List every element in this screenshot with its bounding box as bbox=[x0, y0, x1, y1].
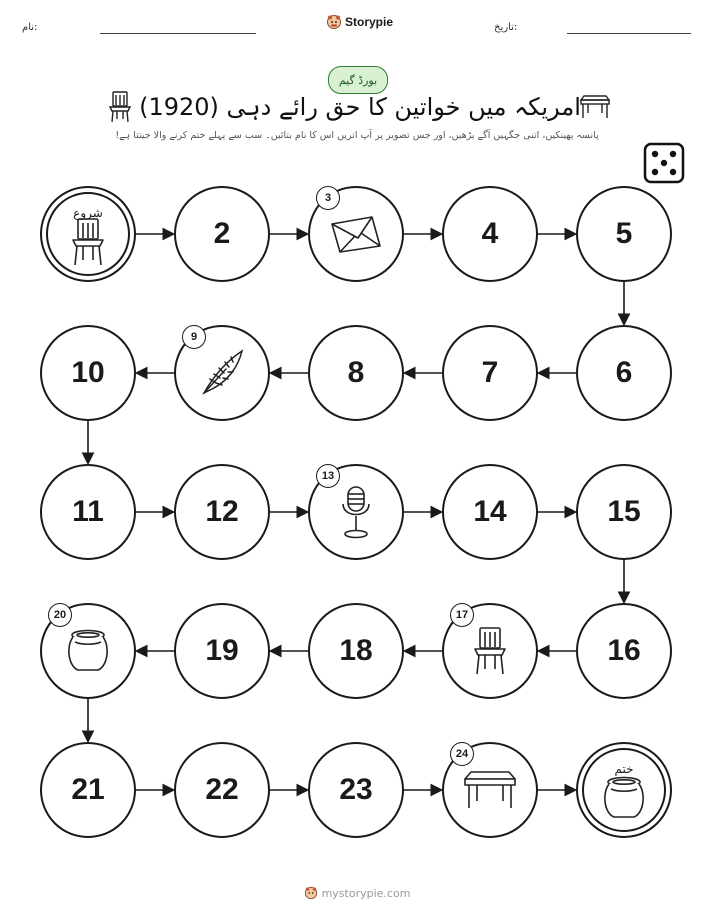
finish-space[interactable] bbox=[576, 742, 672, 838]
envelope-icon bbox=[328, 214, 384, 254]
board-space[interactable] bbox=[308, 742, 404, 838]
space-number: 10 bbox=[71, 356, 105, 389]
board-space[interactable] bbox=[576, 603, 672, 699]
pot-icon bbox=[64, 628, 112, 674]
board-space[interactable] bbox=[308, 603, 404, 699]
board-space[interactable] bbox=[442, 325, 538, 421]
board-space[interactable] bbox=[308, 464, 404, 560]
board-space[interactable] bbox=[40, 603, 136, 699]
space-number: 19 bbox=[205, 634, 239, 667]
board-space[interactable] bbox=[40, 464, 136, 560]
space-number: 18 bbox=[339, 634, 373, 667]
board-space[interactable] bbox=[308, 186, 404, 282]
start-space[interactable] bbox=[40, 186, 136, 282]
space-number: 11 bbox=[72, 495, 104, 528]
board-space[interactable] bbox=[442, 186, 538, 282]
brand-name: Storypie bbox=[345, 15, 394, 29]
board-space[interactable] bbox=[174, 186, 270, 282]
space-number: 16 bbox=[607, 634, 641, 667]
instructions: پانسہ پھینکیں، اتنی جگہیں آگے بڑھیں، اور جس تصویر پر آپ اتریں اس کا نام بتائیں۔ سب سے پہلے ختم کرنے والا جیتتا ہے! bbox=[115, 130, 599, 141]
storypie-mascot-icon bbox=[304, 886, 318, 900]
board-space[interactable] bbox=[576, 325, 672, 421]
board-space[interactable] bbox=[442, 603, 538, 699]
board-space[interactable] bbox=[442, 464, 538, 560]
board-space[interactable] bbox=[442, 742, 538, 838]
board-space[interactable] bbox=[174, 742, 270, 838]
page-title: امریکہ میں خواتین کا حق رائے دہی (1920) bbox=[139, 93, 581, 121]
board-space[interactable] bbox=[174, 464, 270, 560]
space-number: 15 bbox=[607, 495, 641, 528]
table-icon bbox=[461, 769, 519, 811]
board-space[interactable] bbox=[174, 325, 270, 421]
space-number: 12 bbox=[205, 495, 239, 528]
space-number: 7 bbox=[481, 356, 499, 389]
space-number-badge: 9 bbox=[182, 325, 206, 349]
footer-url[interactable]: mystorypie.com bbox=[321, 886, 411, 900]
space-number: 21 bbox=[71, 773, 105, 806]
space-number: 4 bbox=[481, 217, 499, 250]
space-number: 5 bbox=[615, 217, 633, 250]
space-number: 2 bbox=[213, 217, 231, 250]
space-number-badge: 20 bbox=[48, 603, 72, 627]
start-label: شروع bbox=[73, 206, 103, 220]
board-space[interactable] bbox=[40, 742, 136, 838]
space-number-badge: 17 bbox=[450, 603, 474, 627]
space-number: 23 bbox=[339, 773, 373, 806]
space-number: 6 bbox=[615, 356, 633, 389]
pot-icon bbox=[600, 775, 648, 821]
board-space[interactable] bbox=[576, 186, 672, 282]
space-number: 8 bbox=[347, 356, 365, 389]
space-number-badge: 3 bbox=[316, 186, 340, 210]
quill-feather-icon bbox=[198, 347, 246, 399]
board-space[interactable] bbox=[576, 464, 672, 560]
space-number: 22 bbox=[205, 773, 239, 806]
name-label: نام: bbox=[22, 22, 38, 33]
board-space[interactable] bbox=[40, 325, 136, 421]
space-number-badge: 24 bbox=[450, 742, 474, 766]
space-number-badge: 13 bbox=[316, 464, 340, 488]
board-game-badge: بورڈ گیم bbox=[328, 66, 388, 94]
board-space[interactable] bbox=[174, 603, 270, 699]
space-number: 14 bbox=[473, 495, 507, 528]
board-space[interactable] bbox=[308, 325, 404, 421]
chair-icon bbox=[68, 216, 108, 268]
date-label: تاریخ: bbox=[494, 22, 518, 33]
footer bbox=[0, 886, 714, 900]
finish-label: ختم bbox=[614, 762, 634, 776]
microphone-icon bbox=[338, 484, 374, 540]
chair-icon bbox=[470, 625, 510, 677]
